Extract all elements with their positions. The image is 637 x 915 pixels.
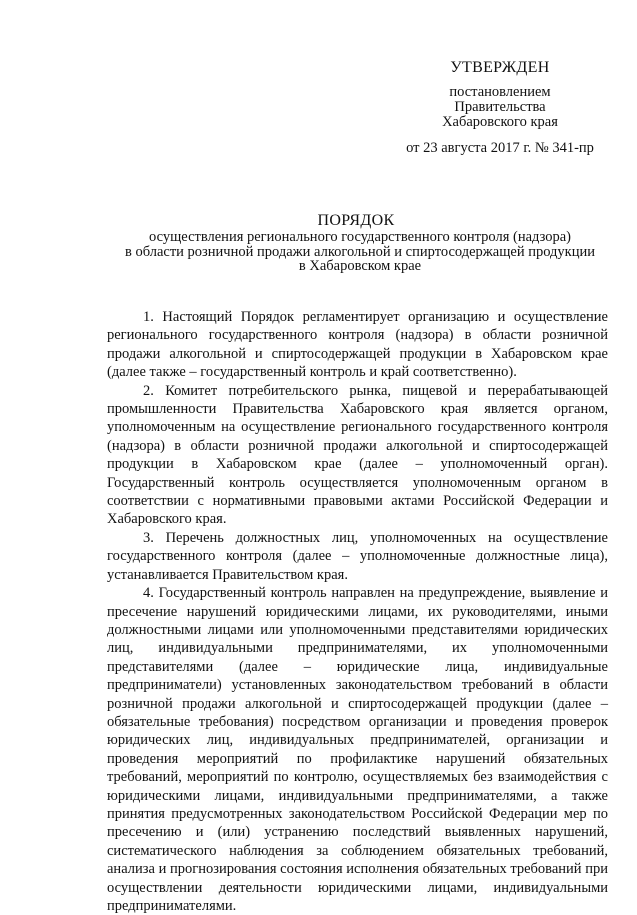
- approval-line-3: Хабаровского края: [442, 114, 558, 130]
- approved-heading: УТВЕРЖДЕН: [450, 59, 550, 76]
- document-title: ПОРЯДОК: [317, 212, 395, 229]
- subtitle-line-2: в области розничной продажи алкогольной и спиртосодержащей продукции: [124, 243, 596, 260]
- document-subtitle: [90, 230, 630, 274]
- paragraph-3: 3. Перечень должностных лиц, уполномоченных на осуществление государственного контроля (далее – уполномоченные должностные лица), устанавливается Правительством края.: [107, 529, 608, 583]
- subtitle-line-1: осуществления регионального государственного контроля (надзора): [149, 229, 571, 245]
- paragraph-1: 1. Настоящий Порядок регламентирует организацию и осуществление регионального государственного контроля (надзора) в области розничной продажи алкогольной и спиртосодержащей продукции в Хабаровском крае (далее также – государственный контроль и край соответственно).: [107, 309, 608, 381]
- approval-line-2: Правительства: [454, 99, 546, 115]
- approval-date-line: от 23 августа 2017 г. № 341-пр: [406, 140, 594, 156]
- paragraph-2: 2. Комитет потребительского рынка, пищевой и перерабатывающей промышленности Правительства Хабаровского края является органом, уполномоченным на осуществление регионального государственного контроля (надзора) в области розничной продажи алкогольной и спиртосодержащей продукции в Хабаровском крае (далее – уполномоченный орган). Государственный контроль осуществляется уполномоченным органом в соответствии с нормативными правовыми актами Российской Федерации и Хабаровского края.: [107, 382, 608, 528]
- document-body: [107, 308, 608, 915]
- subtitle-line-3: в Хабаровском крае: [298, 258, 422, 274]
- approval-line-1: постановлением: [449, 84, 551, 100]
- paragraph-4: 4. Государственный контроль направлен на предупреждение, выявление и пресечение нарушений юридическими лицами, их руководителями, иными должностными лицами или уполномоченными представителями юридических лиц, индивидуальными предпринимателями, их уполномоченными представителями (далее – юридические лица, индивидуальные предприниматели) установленных законодательством требований в области розничной продажи алкогольной и спиртосодержащей продукции (далее – обязательные требования) посредством организации и проведения проверок юридических лиц, индивидуальных предпринимателей, организации и проведения мероприятий по профилактике нарушений обязательных требований, мероприятий по контролю, осуществляемых без взаимодействия с юридическими лицами, индивидуальными предпринимателями, а также принятия предусмотренных законодательством Российской Федерации мер по пресечению и (или) устранению последствий выявленных нарушений, систематического наблюдения за соблюдением обязательных требований, анализа и прогнозирования состояния исполнения обязательных требований при осуществлении деятельности юридическими лицами, индивидуальными предпринимателями.: [107, 585, 608, 914]
- approval-stamp: [390, 60, 610, 156]
